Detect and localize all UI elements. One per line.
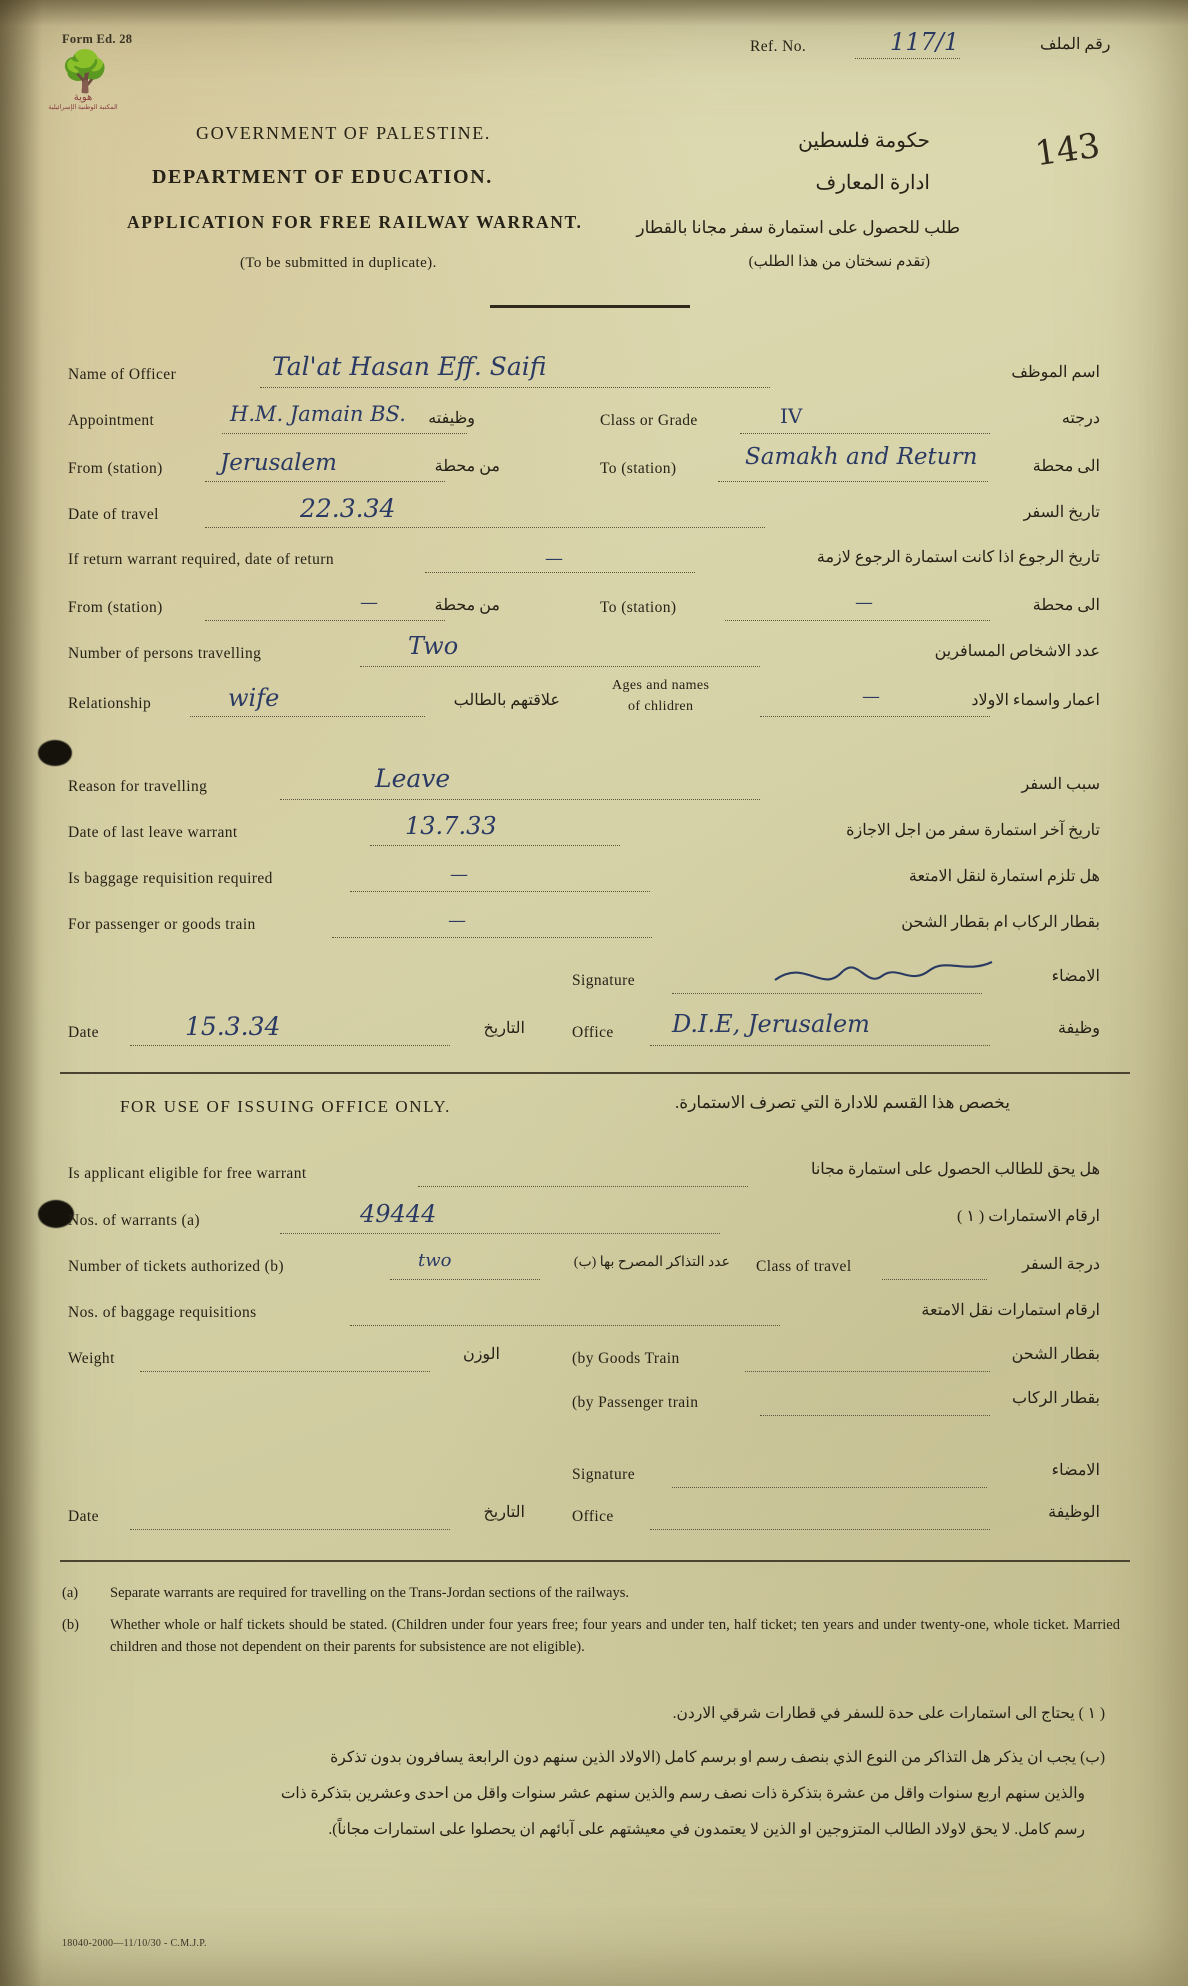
office-goods-train-label-ar: بقطار الشحن <box>1011 1346 1100 1363</box>
row-from-station2-value: — <box>360 592 378 613</box>
header-duplicate-note-ar: (تقدم نسختان من هذا الطلب) <box>748 254 930 270</box>
row-date-of-travel-value: 22.3.34 <box>300 494 396 523</box>
row-baggage-dots <box>350 890 650 892</box>
row-to-station2-dots <box>725 619 990 621</box>
row-reason-value: Leave <box>375 764 451 793</box>
row-relationship-value: wife <box>228 684 280 712</box>
archive-file-number: 143 <box>1032 125 1103 175</box>
office-warrant-nos-label-ar: ارقام الاستمارات ( ١ ) <box>956 1208 1100 1225</box>
row-persons-value: Two <box>408 632 459 660</box>
row-from-station-label-ar: من محطة <box>434 458 500 475</box>
ink-blot-upper <box>38 740 72 766</box>
row-name-dots <box>260 386 770 388</box>
row-relationship-label-ar: علاقتهم بالطالب <box>453 692 560 709</box>
applicant-date-label-ar: التاريخ <box>483 1020 525 1037</box>
footnote-ar-b-marker: (ب) <box>1080 1749 1105 1766</box>
row-class-label: Class or Grade <box>600 412 698 429</box>
applicant-office-label: Office <box>572 1024 614 1041</box>
row-from-station-label: From (station) <box>68 460 163 477</box>
stamp-arabic: هوية <box>73 92 93 103</box>
row-last-leave-dots <box>370 844 620 846</box>
row-last-leave-label: Date of last leave warrant <box>68 824 238 841</box>
ref-no-value: 117/1 <box>890 28 960 56</box>
form-code: Form Ed. 28 <box>62 32 133 46</box>
office-class-dots <box>882 1278 987 1280</box>
footnote-ar-b-line2: والذين سنهم اربع سنوات واقل من عشرة بتذكرة ذات نصف رسم والذين سنهم عشر سنوات واقل من احدى وعشرين بتذكرة ذات <box>280 1785 1085 1802</box>
row-children-label-line2: of chlidren <box>628 699 694 714</box>
row-appointment-label: Appointment <box>68 412 155 429</box>
footnote-ar-a <box>0 1700 1105 1728</box>
header-divider <box>490 305 690 308</box>
row-date-of-travel-label-ar: تاريخ السفر <box>1023 504 1100 521</box>
header-application-title-ar: طلب للحصول على استمارة سفر مجانا بالقطار <box>636 218 960 237</box>
applicant-office-dots <box>650 1044 990 1046</box>
row-persons-label-ar: عدد الاشخاص المسافرين <box>934 643 1100 660</box>
office-tickets-label: Number of tickets authorized (b) <box>68 1258 284 1275</box>
footnote-ar-a-marker: ( ١ ) <box>1078 1705 1105 1722</box>
office-date-dots <box>130 1528 450 1530</box>
office-date-label-ar: التاريخ <box>483 1504 525 1521</box>
row-name-label: Name of Officer <box>68 366 177 383</box>
row-to-station-value: Samakh and Return <box>745 444 978 470</box>
office-signature-label: Signature <box>572 1466 636 1483</box>
row-to-station-label: To (station) <box>600 460 677 477</box>
row-train-type-label-ar: بقطار الركاب ام بقطار الشحن <box>901 914 1100 931</box>
office-warrant-nos-dots <box>280 1232 720 1234</box>
office-signature-label-ar: الامضاء <box>1051 1462 1100 1479</box>
issuing-office-title-ar: يخصص هذا القسم للادارة التي تصرف الاستمارة. <box>675 1093 1010 1112</box>
row-train-type-dots <box>332 936 652 938</box>
office-baggage-nos-label: Nos. of baggage requisitions <box>68 1304 257 1321</box>
row-train-type-label: For passenger or goods train <box>68 916 256 933</box>
row-last-leave-value: 13.7.33 <box>405 812 497 840</box>
office-tickets-label-ar: عدد التذاكر المصرح بها (ب) <box>573 1255 730 1270</box>
office-tickets-value: two <box>418 1250 452 1271</box>
row-name-value: Tal'at Hasan Eff. Saifi <box>272 352 547 381</box>
row-from-station-dots <box>205 480 445 482</box>
office-weight-dots <box>140 1370 430 1372</box>
applicant-office-label-ar: وظيفة <box>1058 1020 1100 1037</box>
footnote-b-text: Whether whole or half tickets should be stated. (Children under four years free; four years and under ten, half ticket; ten years and under twenty-one, whole ticket. Married children and those not dependent on their parents for subsistence are not eligible). <box>110 1617 1120 1656</box>
office-weight-label: Weight <box>68 1350 115 1367</box>
row-class-value: IV <box>780 404 803 428</box>
applicant-date-dots <box>130 1044 450 1046</box>
applicant-office-value: D.I.E, Jerusalem <box>672 1010 870 1038</box>
row-to-station-label-ar: الى محطة <box>1032 458 1100 475</box>
row-appointment-value: H.M. Jamain BS. <box>230 402 406 426</box>
applicant-signature-label-ar: الامضاء <box>1051 968 1100 985</box>
office-eligible-label-ar: هل يحق للطالب الحصول على استمارة مجانا <box>810 1161 1100 1178</box>
ref-no-dots <box>855 57 960 59</box>
applicant-signature-label: Signature <box>572 972 636 989</box>
footnote-a-marker: (a) <box>62 1585 79 1601</box>
row-from-station2-label: From (station) <box>68 599 163 616</box>
header-department-ar: ادارة المعارف <box>815 172 930 194</box>
row-return-warrant-label: If return warrant required, date of return <box>68 551 334 568</box>
office-baggage-nos-label-ar: ارقام استمارات نقل الامتعة <box>921 1302 1100 1319</box>
row-reason-dots <box>280 798 760 800</box>
office-goods-train-label: (by Goods Train <box>572 1350 680 1367</box>
header-application-title: APPLICATION FOR FREE RAILWAY WARRANT. <box>127 212 583 232</box>
office-signature-dots <box>672 1486 987 1488</box>
row-reason-label-ar: سبب السفر <box>1021 776 1100 793</box>
ref-no-label: Ref. No. <box>750 38 807 55</box>
row-to-station-dots <box>718 480 988 482</box>
office-class-label-ar: درجة السفر <box>1022 1256 1100 1273</box>
office-tickets-dots <box>390 1278 540 1280</box>
footnote-ar-b-marker-line <box>0 1744 1105 1772</box>
row-children-label-line1: Ages and names <box>612 678 710 693</box>
office-passenger-train-label: (by Passenger train <box>572 1394 699 1411</box>
row-train-type-value: — <box>448 910 466 931</box>
row-children-label-ar: اعمار واسماء الاولاد <box>971 692 1100 709</box>
row-from-station-value: Jerusalem <box>220 450 337 476</box>
row-appointment-label-ar: وظيفته <box>428 410 475 427</box>
row-to-station2-label: To (station) <box>600 599 677 616</box>
row-reason-label: Reason for travelling <box>68 778 208 795</box>
issuing-office-title: FOR USE OF ISSUING OFFICE ONLY. <box>120 1097 451 1116</box>
tree-stamp-icon: 🌳 <box>60 49 110 94</box>
header-duplicate-note: (To be submitted in duplicate). <box>240 255 437 271</box>
row-baggage-label-ar: هل تلزم استمارة لنقل الامتعة <box>908 868 1100 885</box>
applicant-date-value: 15.3.34 <box>185 1012 281 1041</box>
row-date-of-travel-label: Date of travel <box>68 506 159 523</box>
office-class-label: Class of travel <box>756 1258 852 1275</box>
row-persons-label: Number of persons travelling <box>68 645 262 662</box>
footnote-a-text: Separate warrants are required for travelling on the Trans-Jordan sections of the railways. <box>110 1585 630 1601</box>
printer-imprint: 18040-2000—11/10/30 - C.M.J.P. <box>62 1938 207 1949</box>
office-eligible-dots <box>418 1185 748 1187</box>
row-persons-dots <box>360 665 760 667</box>
footnote-ar-b-line1: يجب ان يذكر هل التذاكر من النوع الذي بنصف رسم او برسم كامل (الاولاد الذين سنهم دون الرابعة يسافرون بدون تذكرة <box>330 1749 1077 1766</box>
header-department: DEPARTMENT OF EDUCATION. <box>152 166 493 188</box>
office-warrant-nos-label: Nos. of warrants (a) <box>68 1212 200 1229</box>
stamp-caption: المكتبة الوطنية الإسرائيلية <box>48 104 118 111</box>
footnote-ar-b-line3: رسم كامل. لا يحق لاولاد الطالب المتزوجين او الذين لا يعتمدون في معيشتهم على آبائهم ان يحصلوا على استمارات مجاناً). <box>328 1821 1085 1838</box>
row-last-leave-label-ar: تاريخ آخر استمارة سفر من اجل الاجازة <box>846 822 1100 839</box>
footnote-b-marker: (b) <box>62 1617 79 1633</box>
office-weight-label-ar: الوزن <box>462 1346 500 1363</box>
footnote-divider <box>60 1560 1130 1562</box>
row-return-warrant-label-ar: تاريخ الرجوع اذا كانت استمارة الرجوع لازمة <box>816 549 1100 566</box>
office-passenger-train-label-ar: بقطار الركاب <box>1012 1390 1100 1407</box>
section-divider <box>60 1072 1130 1074</box>
row-to-station2-label-ar: الى محطة <box>1032 597 1100 614</box>
office-goods-train-dots <box>745 1370 990 1372</box>
row-return-warrant-dots <box>425 571 695 573</box>
row-date-of-travel-dots <box>205 526 765 528</box>
row-baggage-label: Is baggage requisition required <box>68 870 273 887</box>
row-from-station2-label-ar: من محطة <box>434 597 500 614</box>
row-class-dots <box>740 432 990 434</box>
library-stamp <box>40 49 130 111</box>
row-return-warrant-value: — <box>545 548 563 569</box>
office-baggage-nos-dots <box>350 1324 780 1326</box>
ref-no-label-ar: رقم الملف <box>1040 36 1111 53</box>
row-children-dots <box>760 715 990 717</box>
row-children-value: — <box>862 686 880 707</box>
row-class-label-ar: درجته <box>1061 410 1100 427</box>
office-eligible-label: Is applicant eligible for free warrant <box>68 1165 307 1182</box>
row-name-label-ar: اسم الموظف <box>1011 364 1100 381</box>
office-passenger-train-dots <box>760 1414 990 1416</box>
row-from-station2-dots <box>205 619 445 621</box>
row-relationship-dots <box>190 715 425 717</box>
row-baggage-value: — <box>450 864 468 885</box>
office-warrant-nos-value: 49444 <box>360 1200 437 1228</box>
office-office-label: Office <box>572 1508 614 1525</box>
row-appointment-dots <box>222 432 467 434</box>
office-office-label-ar: الوظيفة <box>1048 1504 1100 1521</box>
applicant-date-label: Date <box>68 1024 99 1041</box>
office-date-label: Date <box>68 1508 99 1525</box>
row-to-station2-value: — <box>855 592 873 613</box>
office-office-dots <box>650 1528 990 1530</box>
header-government-ar: حكومة فلسطين <box>798 130 930 152</box>
row-relationship-label: Relationship <box>68 695 152 712</box>
left-edge-shadow <box>0 0 42 1986</box>
footnote-ar-a-text: يحتاج الى استمارات على حدة للسفر في قطارات شرقي الاردن. <box>672 1705 1075 1722</box>
header-government: GOVERNMENT OF PALESTINE. <box>196 123 491 143</box>
top-edge-shadow <box>0 0 1188 26</box>
